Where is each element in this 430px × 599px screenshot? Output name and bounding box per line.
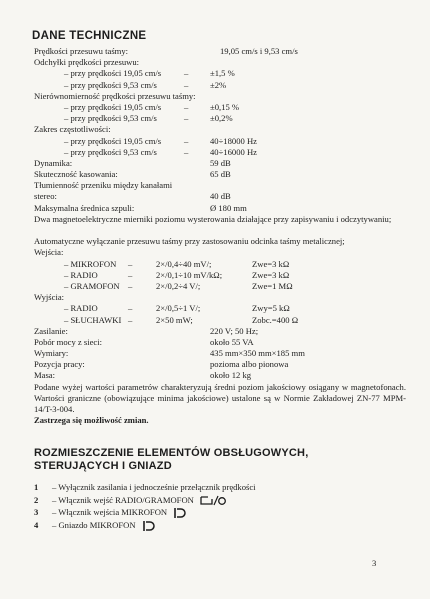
deviation-1905-label: – przy prędkości 19,05 cm/s [64,68,162,79]
dynamics-value: 59 dB [210,157,231,168]
meters-text: Dwa magnetoelektryczne mierniki poziomu wysterowania działające przy zapisywaniu i odczytywaniu; [34,213,392,224]
position-value: pozioma albo pionowa [210,359,289,370]
dash: – [184,79,189,90]
input-gramofon-spec: 2×/0,2÷4 V/; [156,280,201,291]
section-title [34,447,334,473]
dash: – [184,113,189,124]
legend-text: – Włącznik wejść RADIO/GRAMOFON [52,494,194,505]
output-headphones: – SŁUCHAWKI [64,314,122,325]
mass-value: około 12 kg [210,370,252,381]
auto-stop-text: Automatyczne wyłączanie przesuwu taśmy przy zastosowaniu odcinka taśmy metalicznej; [34,236,345,247]
frequency-953-label: – przy prędkości 9,53 cm/s [64,146,157,157]
frequency-1905-label: – przy prędkości 19,05 cm/s [64,135,162,146]
inputs-label: Wejścia: [34,247,64,258]
technical-data [34,46,406,426]
dash: – [128,269,133,280]
mass-label: Masa: [34,370,56,381]
nonuniformity-953-value: ±0,2% [210,113,233,124]
dash: – [128,303,133,314]
deviation-1905-value: ±1,5 % [210,68,235,79]
power-value: około 55 VA [210,336,254,347]
radio-gramofon-input-icon [200,495,226,506]
deviation-953-label: – przy prędkości 9,53 cm/s [64,79,157,90]
dash: – [184,135,189,146]
frequency-953-value: 40÷16000 Hz [210,146,257,157]
crosstalk-value: 40 dB [210,191,231,202]
frequency-1905-value: 40÷18000 Hz [210,135,257,146]
input-gramofon: – GRAMOFON [64,280,120,291]
output-headphones-spec: 2×50 mW; [156,314,193,325]
dash: – [128,314,133,325]
legend-text: – Włącznik wejścia MIKROFON [52,507,168,517]
input-radio-spec: 2×/0,1÷10 mV/kΩ; [156,269,223,280]
page-title: DANE TECHNICZNE [32,30,147,42]
nonuniformity-1905-value: ±0,15 % [210,101,240,112]
microphone-input-icon [173,507,187,519]
dimensions-value: 435 mm×350 mm×185 mm [210,348,305,359]
input-radio: – RADIO [64,269,98,280]
nonuniformity-1905-label: – przy prędkości 19,05 cm/s [64,101,162,112]
frequency-label: Zakres częstotliwości: [34,124,111,135]
dynamics-label: Dynamika: [34,157,73,168]
legend-item-mikrofon-switch [52,506,187,519]
legend-item-mikrofon-socket [52,519,156,532]
speed-label: Prędkości przesuwu taśmy: [34,46,129,56]
dash: – [184,101,189,112]
speed-value: 19,05 cm/s i 9,53 cm/s [220,46,298,56]
output-radio-spec: 2×/0,5÷1 V/; [156,303,201,314]
crosstalk-label-2: stereo: [34,191,57,202]
reel-label: Maksymalna średnica szpuli: [34,202,135,213]
deviation-label: Odchyłki prędkości przesuwu: [34,57,140,68]
legend-number: 4 [34,519,39,530]
position-label: Pozycja pracy: [34,359,85,370]
legend-number: 2 [34,494,39,505]
microphone-socket-icon [142,520,156,532]
reel-value: Ø 180 mm [210,202,247,213]
input-mikrofon: – MIKROFON [64,258,117,269]
dash: – [184,146,189,157]
reserve-text: Zastrzega się możliwość zmian. [34,415,149,426]
crosstalk-label: Tłumienność przeniku między kanałami [34,180,173,191]
input-radio-impedance: Zwe=3 kΩ [252,269,290,280]
power-label: Pobór mocy z sieci: [34,336,103,347]
legend-text: – Gniazdo MIKROFON [52,519,136,530]
input-gramofon-impedance: Zwe=1 MΩ [252,280,293,291]
output-radio: – RADIO [64,303,98,314]
note-text: Podane wyżej wartości parametrów charakteryzują średni poziom jakościowy osiągany w magnetofonach. Wartości graniczne (obowiązujące minima jakościowe) ustalone są w Normie Zakładowej ZN-77 MPM-14/T-3-004. [34,381,406,415]
legend-number: 1 [34,482,39,492]
supply-label: Zasilanie: [34,325,68,336]
legend-text: – Wyłącznik zasilania i jednocześnie przełącznik prędkości [52,482,256,492]
input-mikrofon-spec: 2×/0,4÷40 mV/; [156,258,212,269]
input-mikrofon-impedance: Zwe=3 kΩ [252,258,290,269]
legend-number: 3 [34,507,39,517]
output-radio-impedance: Zwy=5 kΩ [252,303,290,314]
output-headphones-impedance: Zobc.=400 Ω [252,314,299,325]
nonuniformity-label: Nierównomierność prędkości przesuwu taśmy: [34,90,196,101]
supply-value: 220 V; 50 Hz; [210,325,259,336]
section-title-line-2: STERUJĄCYCH I GNIAZD [34,460,172,472]
dash: – [128,280,133,291]
section-title-line-1: ROZMIESZCZENIE ELEMENTÓW OBSŁUGOWYCH, [34,447,309,459]
erase-label: Skuteczność kasowania: [34,169,118,180]
deviation-953-value: ±2% [210,79,227,90]
nonuniformity-953-label: – przy prędkości 9,53 cm/s [64,113,157,124]
dash: – [184,68,189,79]
dash: – [128,258,133,269]
dimensions-label: Wymiary: [34,348,69,359]
erase-value: 65 dB [210,169,231,180]
page-number: 3 [372,558,377,568]
legend-item-radio-gramofon [52,494,226,507]
outputs-label: Wyjścia: [34,292,65,303]
